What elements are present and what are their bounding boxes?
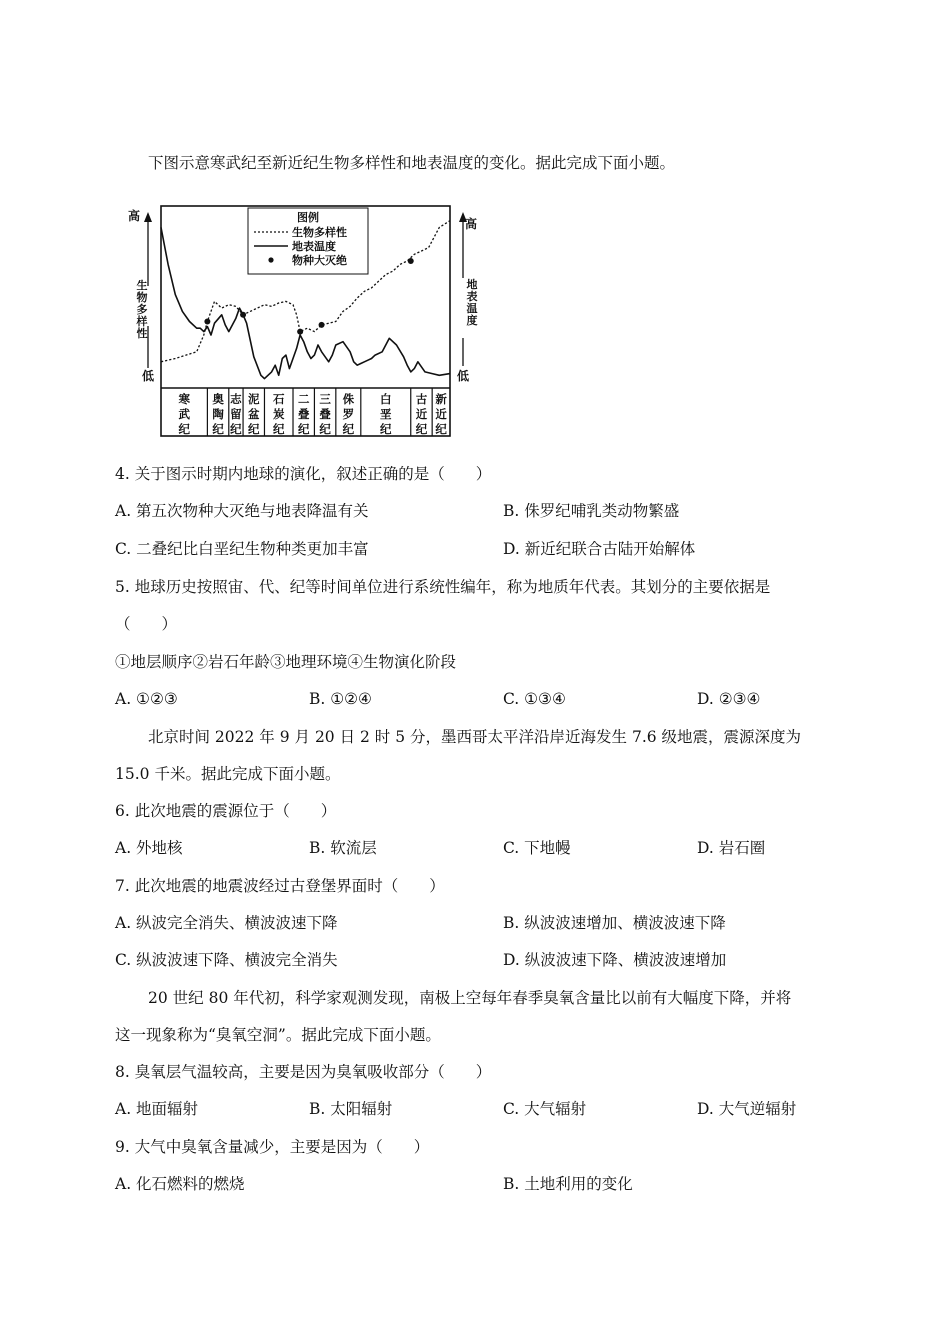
period-label-7-1: 罗 <box>342 407 355 421</box>
question-7-option-b[interactable]: B. 纵波波速增加、横波波速下降 <box>503 914 726 932</box>
period-label-2-1: 留 <box>230 407 242 421</box>
extinction-marker-0 <box>204 319 210 325</box>
period-label-9-2: 纪 <box>415 422 428 436</box>
intro-text-earthquake-line1: 北京时间 2022 年 9 月 20 日 2 时 5 分，墨西哥太平洋沿岸近海发生 7.6 级地震，震源深度为 <box>148 728 802 746</box>
extinction-marker-1 <box>240 312 246 318</box>
period-label-10-1: 近 <box>435 407 447 421</box>
period-label-5-0: 二 <box>297 392 310 406</box>
question-6-option-d[interactable]: D. 岩石圈 <box>697 839 766 857</box>
legend-label-1: 地表温度 <box>292 240 336 253</box>
extinction-marker-3 <box>319 322 325 328</box>
question-5-option-b[interactable]: B. ①②④ <box>309 690 372 708</box>
period-label-3-1: 盆 <box>248 407 260 421</box>
period-label-6-1: 叠 <box>319 407 331 421</box>
legend-label-2: 物种大灭绝 <box>292 254 347 267</box>
question-7-stem: 7. 此次地震的地震波经过古登堡界面时（ ） <box>115 877 445 895</box>
period-label-4-0: 石 <box>272 392 285 406</box>
period-label-4-1: 炭 <box>272 407 285 421</box>
period-label-3-2: 纪 <box>248 422 260 436</box>
period-label-10-2: 纪 <box>435 422 447 436</box>
period-label-5-2: 纪 <box>297 422 310 436</box>
question-8-option-c[interactable]: C. 大气辐射 <box>503 1100 587 1118</box>
question-7-option-c[interactable]: C. 纵波波速下降、横波完全消失 <box>115 951 338 969</box>
left-axis-arrowhead-up <box>144 212 152 222</box>
question-6-option-c[interactable]: C. 下地幔 <box>503 839 571 857</box>
question-4-option-b[interactable]: B. 侏罗纪哺乳类动物繁盛 <box>503 502 680 520</box>
question-9-stem: 9. 大气中臭氧含量减少，主要是因为（ ） <box>115 1138 430 1156</box>
question-8-stem: 8. 臭氧层气温较高，主要是因为臭氧吸收部分（ ） <box>115 1063 492 1081</box>
period-label-10-0: 新 <box>435 392 447 406</box>
question-5-stem: 5. 地球历史按照宙、代、纪等时间单位进行系统性编年，称为地质年代表。其划分的主要依据是 <box>115 578 771 596</box>
right-axis-label-char: 表 <box>466 290 478 303</box>
right-axis-label-char: 地 <box>466 278 478 291</box>
question-6-stem: 6. 此次地震的震源位于（ ） <box>115 802 337 820</box>
question-7-option-d[interactable]: D. 纵波波速下降、横波波速增加 <box>503 951 727 969</box>
question-4-option-a[interactable]: A. 第五次物种大灭绝与地表降温有关 <box>115 502 369 520</box>
period-label-0-0: 寒 <box>178 392 190 406</box>
period-label-0-1: 武 <box>178 407 190 421</box>
period-label-1-1: 陶 <box>212 407 224 421</box>
right-axis-low: 低 <box>456 369 470 383</box>
legend-label-0: 生物多样性 <box>292 226 347 239</box>
question-4-option-c[interactable]: C. 二叠纪比白垩纪生物种类更加丰富 <box>115 540 369 558</box>
left-axis-label-char: 性 <box>136 327 148 340</box>
period-label-2-2: 纪 <box>230 422 242 436</box>
question-6-option-a[interactable]: A. 外地核 <box>115 839 183 857</box>
period-label-1-0: 奥 <box>212 392 224 406</box>
question-4-stem: 4. 关于图示时期内地球的演化，叙述正确的是（ ） <box>115 465 492 483</box>
extinction-marker-4 <box>408 258 414 264</box>
question-4-option-d[interactable]: D. 新近纪联合古陆开始解体 <box>503 540 696 558</box>
period-label-8-1: 垩 <box>380 407 392 421</box>
question-7-option-a[interactable]: A. 纵波完全消失、横波波速下降 <box>115 914 338 932</box>
left-axis-label-char: 多 <box>136 303 148 316</box>
period-label-3-0: 泥 <box>248 392 260 406</box>
period-label-4-2: 纪 <box>272 422 285 436</box>
period-label-1-2: 纪 <box>212 422 224 436</box>
question-9-option-a[interactable]: A. 化石燃料的燃烧 <box>115 1175 245 1193</box>
period-label-6-2: 纪 <box>319 422 331 436</box>
intro-text-ozone-line1: 20 世纪 80 年代初，科学家观测发现，南极上空每年春季臭氧含量比以前有大幅度下降，并将 <box>148 989 792 1007</box>
question-5-option-c[interactable]: C. ①③④ <box>503 690 566 708</box>
biodiversity-temperature-chart <box>128 198 483 440</box>
question-9-option-b[interactable]: B. 土地利用的变化 <box>503 1175 633 1193</box>
question-8-option-d[interactable]: D. 大气逆辐射 <box>697 1100 797 1118</box>
left-axis-label-char: 生 <box>136 279 148 292</box>
question-8-option-b[interactable]: B. 太阳辐射 <box>309 1100 393 1118</box>
right-axis-high: 高 <box>464 217 478 231</box>
extinction-marker-2 <box>297 329 303 335</box>
question-6-option-b[interactable]: B. 软流层 <box>309 839 377 857</box>
right-axis-label-char: 度 <box>466 314 478 327</box>
left-axis-low: 低 <box>141 369 155 383</box>
period-label-0-2: 纪 <box>178 422 190 436</box>
period-label-7-2: 纪 <box>342 422 355 436</box>
legend-symbol-dot <box>268 257 273 262</box>
question-5-items: ①地层顺序②岩石年龄③地理环境④生物演化阶段 <box>115 653 457 671</box>
period-label-5-1: 叠 <box>297 407 310 421</box>
question-8-option-a[interactable]: A. 地面辐射 <box>115 1100 199 1118</box>
left-axis-high: 高 <box>128 209 141 223</box>
legend-title: 图例 <box>297 211 319 224</box>
period-label-8-0: 白 <box>380 392 392 406</box>
right-axis-label-char: 温 <box>466 302 478 315</box>
period-label-9-0: 古 <box>415 392 428 406</box>
chart-svg <box>128 198 483 440</box>
period-label-9-1: 近 <box>415 407 428 421</box>
period-label-6-0: 三 <box>319 392 331 406</box>
question-5-option-d[interactable]: D. ②③④ <box>697 690 761 708</box>
intro-text-earthquake-line2: 15.0 千米。据此完成下面小题。 <box>115 765 341 783</box>
period-label-8-2: 纪 <box>380 422 392 436</box>
period-label-2-0: 志 <box>230 392 242 406</box>
intro-text-figure: 下图示意寒武纪至新近纪生物多样性和地表温度的变化。据此完成下面小题。 <box>148 154 676 172</box>
period-label-7-0: 侏 <box>342 392 355 406</box>
left-axis-label-char: 物 <box>136 291 148 304</box>
question-5-option-a[interactable]: A. ①②③ <box>115 690 178 708</box>
left-axis-label-char: 样 <box>136 315 148 328</box>
intro-text-ozone-line2: 这一现象称为“臭氧空洞”。据此完成下面小题。 <box>115 1026 441 1044</box>
question-5-stem-continued: （ ） <box>115 615 178 633</box>
